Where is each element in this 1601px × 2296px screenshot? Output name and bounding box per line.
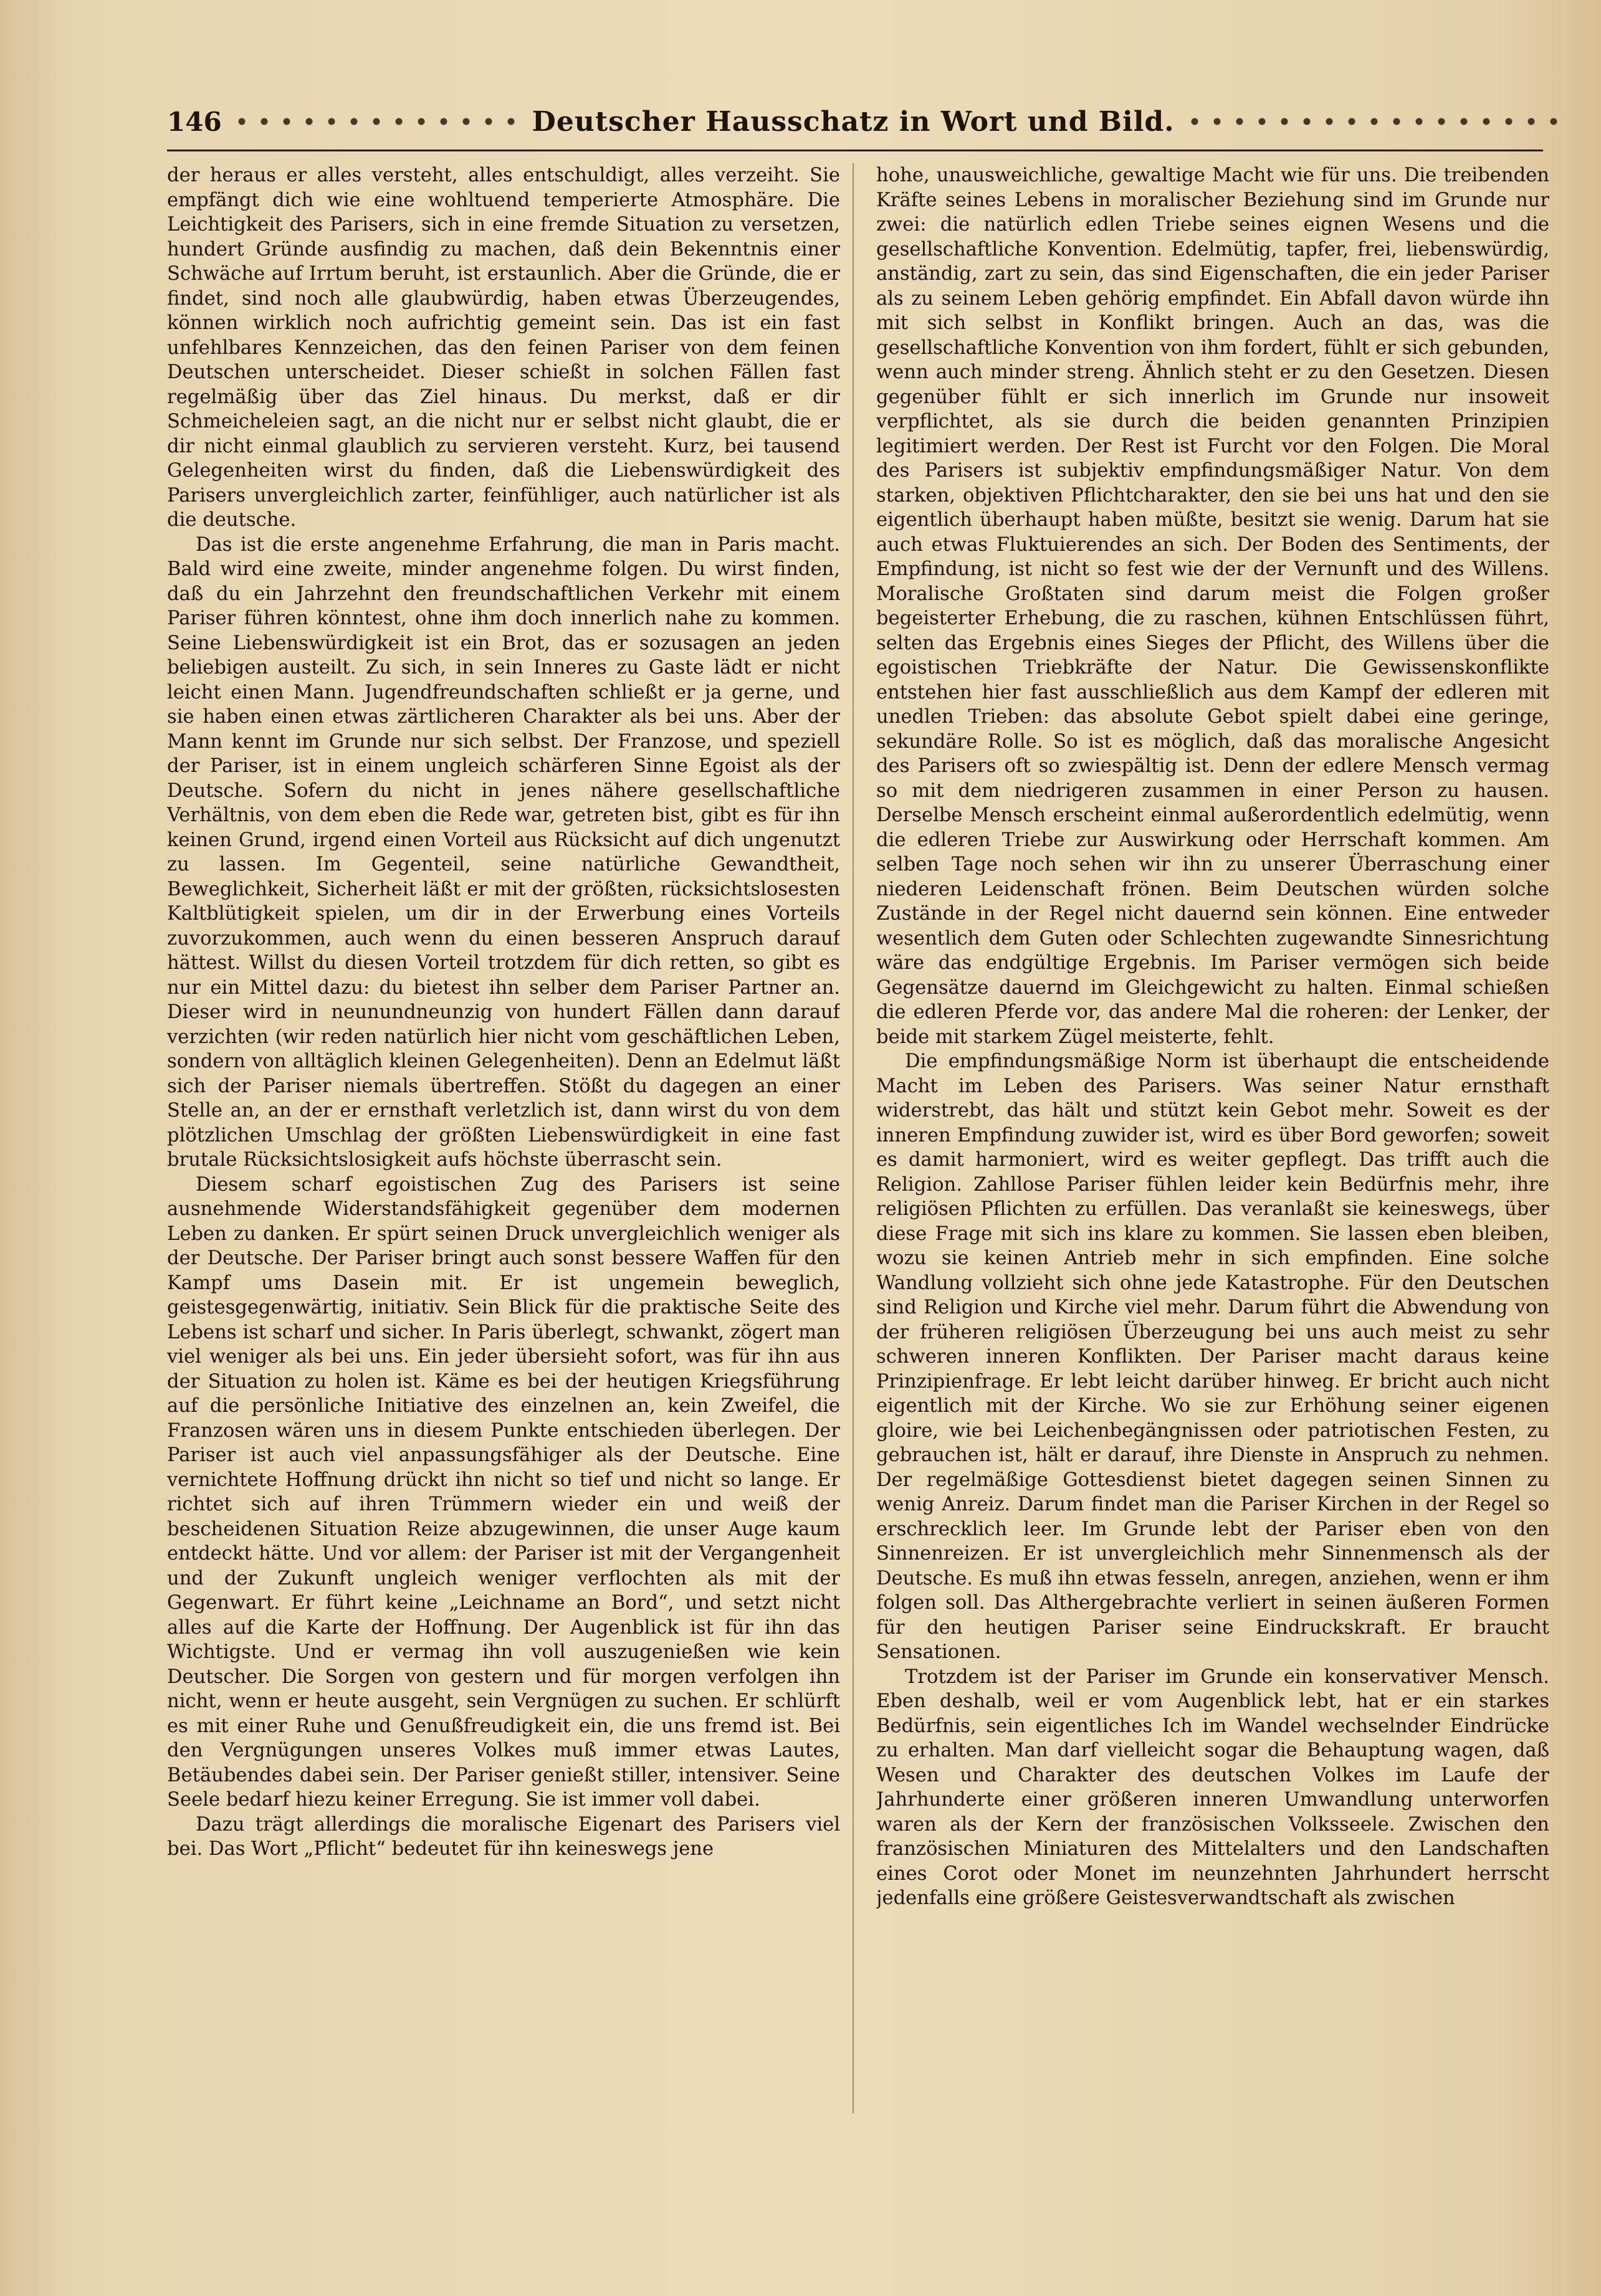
paragraph: Dazu trägt allerdings die moralische Eigenart des Parisers viel bei. Das Wort „Pflicht“ bedeutet für ihn keineswegs jene xyxy=(167,1813,840,1860)
header-ornament-right xyxy=(1183,116,1557,127)
paragraph: Diesem scharf egoistischen Zug des Parisers ist seine ausnehmende Widerstandsfähigkeit gegenüber dem modernen Leben zu danken. Er spürt seinen Druck unvergleichlich weniger als der Deutsche. Der Pariser bringt auch sonst bessere Waffen für den Kampf ums Dasein mit. Er ist ungemein beweglich, geistesgegenwärtig, initiativ. Sein Blick für die praktische Seite des Lebens ist scharf und sicher. In Paris überlegt, schwankt, zögert man viel weniger als bei uns. Ein jeder übersieht sofort, was für ihn aus der Situation zu holen ist. Käme es bei der heutigen Kriegsführung auf die persönliche Initiative des einzelnen an, kein Zweifel, die Franzosen wären uns in diesem Punkte entschieden überlegen. Der Pariser ist auch viel anpassungsfähiger als der Deutsche. Eine vernichtete Hoffnung drückt ihn nicht so tief und nicht so lange. Er richtet sich auf ihren Trümmern wieder ein und weiß der bescheidenen Situation Reize abzugewinnen, die unser Auge kaum entdeckt hätte. Und vor allem: der Pariser ist mit der Vergangenheit und der Zukunft ungleich weniger verflochten als mit der Gegenwart. Er führt keine „Leichname an Bord“, und setzt nicht alles auf die Karte der Hoffnung. Der Augenblick ist für ihn das Wichtigste. Und er vermag ihn voll auszugenießen wie kein Deutscher. Die Sorgen von gestern und für morgen verfolgen ihn nicht, wenn er heute ausgeht, sein Vergnügen zu suchen. Er schlürft es mit einer Ruhe und Genußfreudigkeit ein, die uns fremd ist. Bei den Vergnügungen unseres Volkes muß immer etwas Lautes, Betäubendes dabei sein. Der Pariser genießt stiller, intensiver. Seine Seele bedarf hiezu keiner Erregung. Sie ist immer voll dabei. xyxy=(167,1173,840,1811)
right-text-column xyxy=(876,163,1549,2126)
left-text-column xyxy=(167,163,840,2126)
page-header xyxy=(167,100,1543,143)
paragraph: Das ist die erste angenehme Erfahrung, die man in Paris macht. Bald wird eine zweite, minder angenehme folgen. Du wirst finden, daß du ein Jahrzehnt den freundschaftlichen Verkehr mit einem Pariser führen könntest, ohne ihm doch innerlich nahe zu kommen. Seine Liebenswürdigkeit ist ein Brot, das er sozusagen an jeden beliebigen austeilt. Zu sich, in sein Inneres zu Gaste lädt er nicht leicht einen Mann. Jugendfreundschaften schließt er ja gerne, und sie haben einen etwas zärtlicheren Charakter als bei uns. Aber der Mann kennt im Grunde nur sich selbst. Der Franzose, und speziell der Pariser, ist in einem ungleich schärferen Sinne Egoist als der Deutsche. Sofern du nicht in jenes nähere gesellschaftliche Verhältnis, von dem eben die Rede war, getreten bist, gibt es für ihn keinen Grund, irgend einen Vorteil aus Rücksicht auf dich ungenutzt zu lassen. Im Gegenteil, seine natürliche Gewandtheit, Beweglichkeit, Sicherheit läßt er mit der größten, rücksichtslosesten Kaltblütigkeit spielen, um dir in der Erwerbung eines Vorteils zuvorzukommen, auch wenn du einen besseren Anspruch darauf hättest. Willst du diesen Vorteil trotzdem für dich retten, so gibt es nur ein Mittel dazu: du bietest ihn selber dem Pariser Partner an. Dieser wird in neunundneunzig von hundert Fällen dann darauf verzichten (wir reden natürlich hier nicht vom geschäftlichen Leben, sondern von alltäglich kleinen Gelegenheiten). Denn an Edelmut läßt sich der Pariser niemals übertreffen. Stößt du dagegen an einer Stelle an, an der er ernsthaft verletzlich ist, dann wirst du von dem plötzlichen Umschlag der größten Liebenswürdigkeit in eine fast brutale Rücksichtslosigkeit aufs höchste überrascht sein. xyxy=(167,533,840,1171)
paragraph: hohe, unausweichliche, gewaltige Macht wie für uns. Die treibenden Kräfte seines Lebens in moralischer Beziehung sind im Grunde nur zwei: die natürlich edlen Triebe seines eignen Wesens und die gesellschaftliche Konvention. Edelmütig, tapfer, frei, liebenswürdig, anständig, zart zu sein, das sind Eigenschaften, die ein jeder Pariser als zu seinem Leben gehörig empfindet. Ein Abfall davon würde ihn mit sich selbst in Konflikt bringen. Auch an das, was die gesellschaftliche Konvention von ihm fordert, fühlt er sich gebunden, wenn auch minder streng. Ähnlich steht er zu den Gesetzen. Diesen gegenüber fühlt er sich innerlich im Grunde nur insoweit verpflichtet, als sie durch die beiden genannten Prinzipien legitimiert werden. Der Rest ist Furcht vor den Folgen. Die Moral des Parisers ist subjektiv empfindungsmäßiger Natur. Von dem starken, objektiven Pflichtcharakter, den sie bei uns hat und den sie eigentlich überhaupt haben müßte, besitzt sie wenig. Darum hat sie auch etwas Fluktuierendes an sich. Der Boden des Sentiments, der Empfindung, ist nicht so fest wie der der Vernunft und des Willens. Moralische Großtaten sind darum meist die Folgen großer begeisterter Erhebung, die zu raschen, kühnen Entschlüssen führt, selten das Ergebnis eines Sieges der Pflicht, des Willens über die egoistischen Triebkräfte der Natur. Die Gewissenskonflikte entstehen hier fast ausschließlich aus dem Kampf der edleren mit unedlen Trieben: das absolute Gebot spielt dabei eine geringe, sekundäre Rolle. So ist es möglich, daß das moralische Angesicht des Parisers oft so zwiespältig ist. Denn der edlere Mensch vermag so mit dem niedrigeren zusammen in einer Person zu hausen. Derselbe Mensch erscheint einmal außerordentlich edelmütig, wenn die edleren Triebe zur Auswirkung oder Herrschaft kommen. Am selben Tage noch sehen wir ihn zu unserer Überraschung einer niederen Leidenschaft frönen. Beim Deutschen würden solche Zustände in der Regel nicht dauernd sein können. Eine entweder wesentlich dem Guten oder Schlechten zugewandte Sinnesrichtung wäre das endgültige Ergebnis. Im Pariser vermögen sich beide Gegensätze dauernd im Gleichgewicht zu halten. Einmal schießen die edleren Pferde vor, das andere Mal die roheren: der Lenker, der beide mit starkem Zügel meisterte, fehlt. xyxy=(876,164,1549,1048)
page-number: 146 xyxy=(167,106,222,137)
header-ornament-left xyxy=(231,116,523,127)
paragraph: Trotzdem ist der Pariser im Grunde ein konservativer Mensch. Eben deshalb, weil er vom Augenblick lebt, hat er ein starkes Bedürfnis, sein eigentliches Ich im Wandel wechselnder Eindrücke zu erhalten. Man darf vielleicht sogar die Behauptung wagen, daß Wesen und Charakter des deutschen Volkes im Laufe der Jahrhunderte einer größeren inneren Umwandlung unterworfen waren als der Kern der französischen Volksseele. Zwischen den französischen Miniaturen des Mittelalters und den Landschaften eines Corot oder Monet im neunzehnten Jahrhundert herrscht jedenfalls eine größere Geistesverwandtschaft als zwischen xyxy=(876,1665,1549,1909)
journal-title: Deutscher Hausschatz in Wort und Bild. xyxy=(532,105,1175,138)
paragraph: Die empfindungsmäßige Norm ist überhaupt die entscheidende Macht im Leben des Parisers. Was seiner Natur ernsthaft widerstrebt, das hält und stützt kein Gebot mehr. Soweit es der inneren Empfindung zuwider ist, wird es über Bord geworfen; soweit es damit harmoniert, wird es weiter gepflegt. Das trifft auch die Religion. Zahllose Pariser fühlen leider kein Bedürfnis mehr, ihre religiösen Pflichten zu erfüllen. Das veranlaßt sie keineswegs, über diese Frage mit sich ins klare zu kommen. Sie lassen eben bleiben, wozu sie keinen Antrieb mehr in sich empfinden. Eine solche Wandlung vollzieht sich ohne jede Katastrophe. Für den Deutschen sind Religion und Kirche viel mehr. Darum führt die Abwendung von der früheren religiösen Überzeugung bei uns auch meist zu sehr schweren inneren Konflikten. Der Pariser macht daraus keine Prinzipienfrage. Er lebt leicht darüber hinweg. Er bricht auch nicht eigentlich mit der Kirche. Wo sie zur Erhöhung seiner eigenen gloire, wie bei Leichenbegängnissen oder patriotischen Festen, zu gebrauchen ist, hält er darauf, ihre Dienste in Anspruch zu nehmen. Der regelmäßige Gottesdienst bietet dagegen seinen Sinnen zu wenig Anreiz. Darum findet man die Pariser Kirchen in der Regel so erschrecklich leer. Im Grunde lebt der Pariser eben von den Sinnenreizen. Er ist unvergleichlich mehr Sinnenmensch als der Deutsche. Es muß ihn etwas fesseln, anregen, anziehen, wenn er ihm folgen soll. Das Althergebrachte verliert in seinen äußeren Formen für den heutigen Pariser seine Eindruckskraft. Er braucht Sensationen. xyxy=(876,1050,1549,1663)
paragraph: der heraus er alles versteht, alles entschuldigt, alles verzeiht. Sie empfängt dich wie eine wohltuend temperierte Atmosphäre. Die Leichtigkeit des Parisers, sich in eine fremde Situation zu versetzen, hundert Gründe ausfindig zu machen, daß dein Bekenntnis einer Schwäche auf Irrtum beruht, ist erstaunlich. Aber die Gründe, die er findet, sind noch alle glaubwürdig, haben etwas Überzeugendes, können wirklich noch aufrichtig gemeint sein. Das ist ein fast unfehlbares Kennzeichen, das den feinen Pariser von dem feinen Deutschen unterscheidet. Dieser schießt in solchen Fällen fast regelmäßig über das Ziel hinaus. Du merkst, daß er dir Schmeicheleien sagt, an die nicht nur er selbst nicht glaubt, die er dir nicht einmal glaublich zu servieren versteht. Kurz, bei tausend Gelegenheiten wirst du finden, daß die Liebenswürdigkeit des Parisers unvergleichlich zarter, feinfühliger, auch natürlicher ist als die deutsche. xyxy=(167,164,840,531)
header-rule xyxy=(167,150,1543,151)
column-divider xyxy=(853,163,854,2113)
